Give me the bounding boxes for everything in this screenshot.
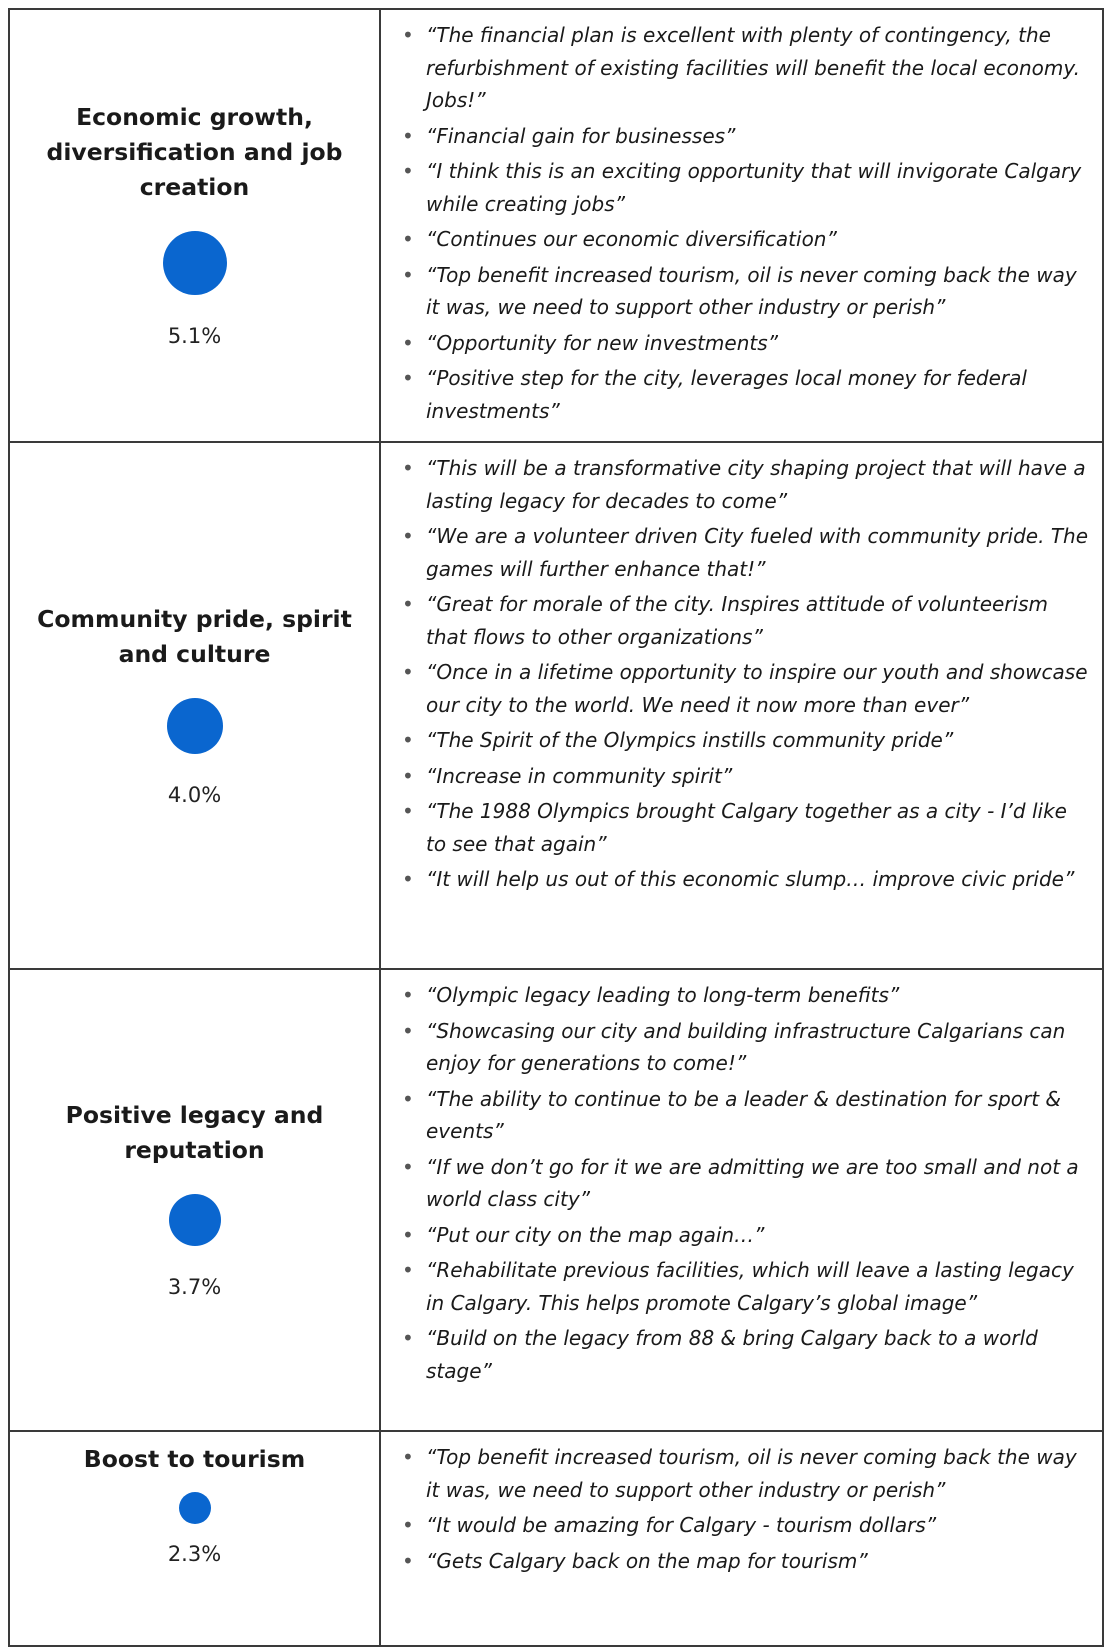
bullet-icon: • (402, 728, 414, 752)
percent-label: 3.7% (167, 1275, 222, 1299)
percent-label: 4.0% (167, 782, 222, 807)
percent-bubble (163, 231, 227, 295)
bullet-icon: • (402, 1445, 414, 1469)
quote-item (393, 452, 1092, 517)
theme-row (9, 9, 1103, 442)
quote-text: “Increase in community spirit” (426, 763, 733, 788)
bullet-icon: • (402, 660, 414, 684)
quote-list (381, 1432, 1102, 1586)
bullet-icon: • (402, 330, 414, 355)
percent-bubble (167, 698, 223, 754)
theme-title: Boost to tourism (83, 1445, 306, 1473)
bullet-icon: • (402, 1258, 414, 1282)
percent-bubble-wrap (10, 672, 379, 780)
quotes-cell (380, 9, 1103, 442)
quote-text: “Rehabilitate previous facilities, which will leave a lasting legacy in Calgary. This helps promote Calgary’s global image” (426, 1258, 1074, 1315)
quotes-cell (380, 442, 1103, 969)
percent-label: 5.1% (167, 324, 222, 348)
quote-item (393, 1441, 1092, 1506)
quote-text: “The Spirit of the Olympics instills community pride” (426, 728, 954, 752)
bullet-icon: • (402, 262, 414, 287)
bullet-icon: • (402, 123, 414, 148)
quote-text: “The financial plan is excellent with plenty of contingency, the refurbishment of existing facilities will benefit the local economy. Jobs!” (426, 23, 1080, 112)
quote-item (393, 223, 1092, 256)
quote-text: “Gets Calgary back on the map for tourism” (426, 1548, 868, 1573)
quote-text: “Continues our economic diversification” (426, 227, 837, 251)
bullet-icon: • (402, 23, 414, 47)
theme-cell (9, 442, 380, 969)
quote-item (393, 259, 1092, 324)
quote-item (393, 656, 1092, 721)
quotes-cell (380, 969, 1103, 1431)
quote-item (393, 1083, 1092, 1148)
bullet-icon: • (402, 366, 414, 390)
theme-row (9, 442, 1103, 969)
quote-item (393, 1509, 1092, 1542)
bullet-icon: • (402, 799, 414, 823)
bullet-icon: • (402, 867, 414, 891)
quote-text: “The 1988 Olympics brought Calgary together as a city - I’d like to see that again” (426, 799, 1067, 856)
bullet-icon: • (402, 1548, 414, 1573)
quote-text: “Build on the legacy from 88 & bring Calgary back to a world stage” (426, 1326, 1038, 1383)
quote-text: “We are a volunteer driven City fueled with community pride. The games will further enhance that!” (426, 524, 1089, 581)
quote-text: “If we don’t go for it we are admitting we are too small and not a world class city” (426, 1154, 1079, 1211)
theme-title: Community pride, spirit and culture (37, 604, 352, 668)
bullet-icon: • (402, 1154, 414, 1179)
percent-bubble (179, 1492, 211, 1524)
bullet-icon: • (402, 159, 414, 183)
bullet-icon: • (402, 1222, 414, 1247)
quote-item (393, 795, 1092, 860)
quote-item (393, 588, 1092, 653)
quote-item (393, 19, 1092, 117)
quote-text: “Top benefit increased tourism, oil is never coming back the way it was, we need to support other industry or perish” (426, 1445, 1077, 1502)
theme-cell (9, 969, 380, 1431)
quote-item (393, 520, 1092, 585)
quote-text: “Positive step for the city, leverages local money for federal investments” (426, 366, 1027, 423)
bullet-icon: • (402, 763, 414, 788)
bullet-icon: • (402, 1086, 414, 1111)
bullet-icon: • (402, 1513, 414, 1537)
bullet-icon: • (402, 592, 414, 616)
quote-text: “Put our city on the map again…” (426, 1222, 765, 1247)
quote-item (393, 1151, 1092, 1216)
theme-row (9, 1431, 1103, 1646)
theme-title: Positive legacy and reputation (65, 1101, 324, 1164)
percent-label: 2.3% (167, 1542, 222, 1566)
quote-text: “Once in a lifetime opportunity to inspire our youth and showcase our city to the world. We need it now more than ever” (426, 660, 1088, 717)
quote-text: “This will be a transformative city shaping project that will have a lasting legacy for decades to come” (426, 456, 1086, 513)
theme-row (9, 969, 1103, 1431)
quote-text: “Great for morale of the city. Inspires attitude of volunteerism that flows to other organizations” (426, 592, 1048, 649)
bullet-icon: • (402, 227, 414, 251)
bullet-icon: • (402, 983, 414, 1007)
quote-list (381, 970, 1102, 1396)
quote-text: “Opportunity for new investments” (426, 330, 779, 355)
quote-item (393, 362, 1092, 427)
quote-text: “I think this is an exciting opportunity that will invigorate Calgary while creating jobs” (426, 159, 1082, 216)
bullet-icon: • (402, 456, 414, 480)
quote-item (393, 1254, 1092, 1319)
quote-list (381, 443, 1102, 905)
quote-text: “Top benefit increased tourism, oil is never coming back the way it was, we need to support other industry or perish” (426, 262, 1077, 319)
quote-item (393, 724, 1092, 757)
quote-text: “It would be amazing for Calgary - tourism dollars” (426, 1513, 937, 1537)
theme-title: Economic growth, diversification and job creation (46, 103, 343, 201)
theme-cell (9, 1431, 380, 1646)
quotes-cell (380, 1431, 1103, 1646)
quote-item (393, 1015, 1092, 1080)
quote-item (393, 155, 1092, 220)
quote-item (393, 979, 1092, 1012)
quote-item (393, 863, 1092, 896)
quote-list (381, 10, 1102, 436)
bullet-icon: • (402, 524, 414, 548)
quote-item (393, 1322, 1092, 1387)
quote-item (393, 327, 1092, 360)
percent-bubble (169, 1194, 221, 1246)
quote-text: “Olympic legacy leading to long-term benefits” (426, 983, 900, 1007)
percent-bubble-wrap (10, 205, 379, 321)
bullet-icon: • (402, 1018, 414, 1043)
percent-bubble-wrap (10, 1477, 379, 1539)
bullet-icon: • (402, 1326, 414, 1350)
quote-item (393, 760, 1092, 793)
percent-bubble-wrap (10, 1168, 379, 1272)
quote-text: “The ability to continue to be a leader & destination for sport & events” (426, 1086, 1062, 1143)
quote-text: “It will help us out of this economic slump… improve civic pride” (426, 867, 1075, 891)
quote-item (393, 120, 1092, 153)
quote-text: “Financial gain for businesses” (426, 123, 736, 148)
quote-item (393, 1219, 1092, 1252)
theme-cell (9, 9, 380, 442)
quote-text: “Showcasing our city and building infrastructure Calgarians can enjoy for generations to come!” (426, 1018, 1066, 1075)
quote-item (393, 1545, 1092, 1578)
themes-table (8, 8, 1104, 1647)
